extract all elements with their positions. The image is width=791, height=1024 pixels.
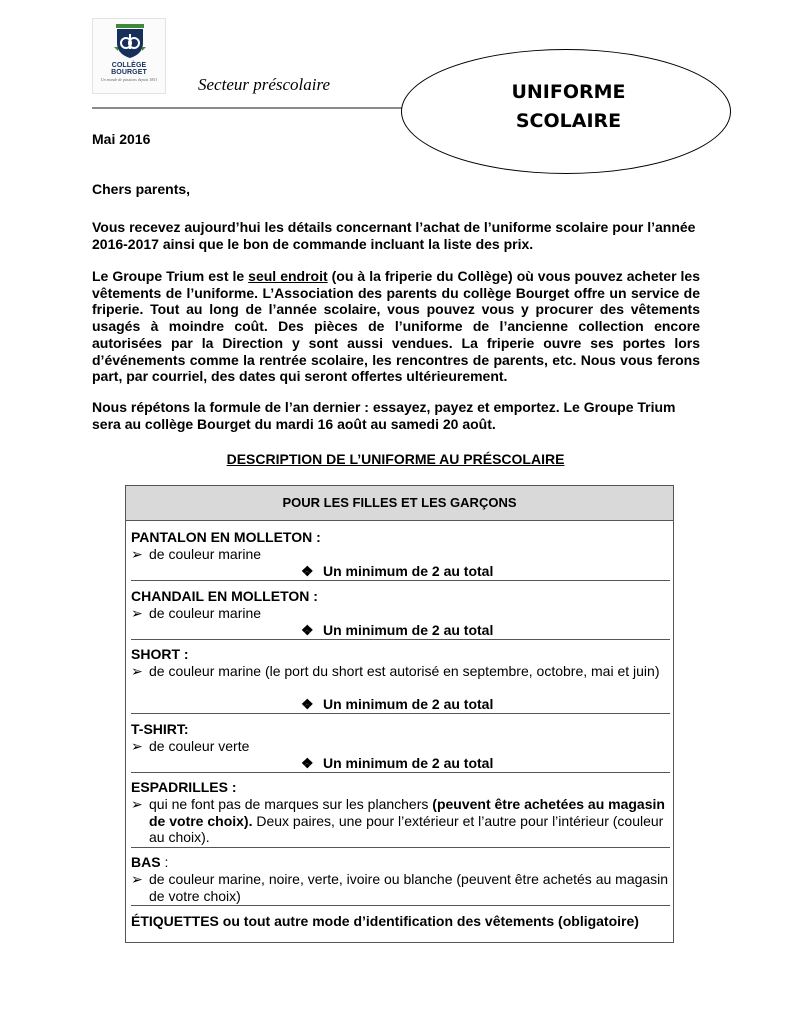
- school-crest-icon: [113, 23, 147, 59]
- paragraph-trium-rest: (ou à la friperie du Collège) où vous pouvez acheter les vêtements de l’uniforme. L’Association des parents du collège Bourget offre un service de friperie. Tout au long de l’année scolaire, vous pouvez vous y procurer des vêtements usagés à moindre coût. Des pièces de l’uniforme de l’ancienne collection encore autorisées par la Direction y sont aussi vendues. La friperie ouvre ses portes lors d’événements comme la rentrée scolaire, les rencontres de parents, etc. Nous vous ferons part, par courriel, des dates qui seront offertes ultérieurement.: [92, 268, 700, 385]
- row-divider: [131, 639, 670, 640]
- short-bullet: [131, 663, 670, 680]
- four-diamond-bullet-icon: ❖: [301, 622, 314, 638]
- short-minimum-text: Un minimum de 2 au total: [323, 696, 494, 712]
- document-title: [401, 78, 736, 136]
- bas-title-suffix: :: [160, 854, 169, 870]
- paragraph-purchase: Vous recevez aujourd’hui les détails concernant l’achat de l’uniforme scolaire pour l’année 2016-2017 ainsi que le bon de commande incluant la liste des prix.: [92, 219, 696, 252]
- title-line-2: SCOLAIRE: [515, 110, 622, 132]
- chevron-bullet-icon: ➢: [131, 663, 143, 679]
- espadrilles-bullet-rest: Deux paires, une pour l’extérieur et l’autre pour l’intérieur (couleur au choix).: [149, 812, 664, 846]
- chevron-bullet-icon: ➢: [131, 796, 143, 812]
- bas-title-label: BAS: [131, 854, 161, 870]
- pantalon-bullet: [131, 546, 670, 563]
- tshirt-title: T-SHIRT:: [131, 721, 189, 737]
- pantalon-minimum-text: Un minimum de 2 au total: [323, 563, 494, 579]
- uniform-table: [125, 485, 674, 943]
- tshirt-minimum: [301, 755, 493, 772]
- title-line-1: UNIFORME: [511, 81, 626, 103]
- paragraph-trium-start: Le Groupe Trium est le: [92, 268, 249, 284]
- chevron-bullet-icon: ➢: [131, 871, 143, 887]
- tshirt-bullet-text: de couleur verte: [149, 738, 250, 754]
- espadrilles-bullet-text: [131, 796, 670, 846]
- sector-label: Secteur préscolaire: [198, 75, 331, 94]
- tshirt-minimum-text: Un minimum de 2 au total: [323, 755, 494, 771]
- chevron-bullet-icon: ➢: [131, 605, 143, 621]
- paragraph-trium-underlined: seul endroit: [248, 268, 328, 284]
- pantalon-bullet-text: de couleur marine: [149, 546, 262, 562]
- short-bullet-text: de couleur marine (le port du short est autorisé en septembre, octobre, mai et juin): [149, 663, 660, 679]
- chandail-minimum-text: Un minimum de 2 au total: [323, 622, 494, 638]
- section-title: DESCRIPTION DE L’UNIFORME AU PRÉSCOLAIRE: [226, 451, 565, 467]
- row-divider: [131, 772, 670, 773]
- pantalon-title: PANTALON EN MOLLETON :: [131, 529, 321, 545]
- row-divider: [131, 905, 670, 906]
- college-logo: [92, 18, 166, 94]
- espadrilles-title: ESPADRILLES :: [131, 779, 237, 795]
- header-rule: [92, 107, 410, 109]
- chandail-title: CHANDAIL EN MOLLETON :: [131, 588, 318, 604]
- espadrilles-bullet-bold: (peuvent être achetées au magasin de votre choix).: [149, 796, 665, 829]
- short-title: SHORT :: [131, 646, 189, 662]
- letter-greeting: Chers parents,: [92, 181, 191, 197]
- espadrilles-bullet: [131, 796, 670, 846]
- row-divider: [131, 847, 670, 848]
- four-diamond-bullet-icon: ❖: [301, 696, 314, 712]
- paragraph-trium: [92, 268, 700, 385]
- row-divider: [131, 713, 670, 714]
- tshirt-bullet: [131, 738, 670, 755]
- letter-date: Mai 2016: [92, 131, 151, 147]
- chandail-bullet-text: de couleur marine: [149, 605, 262, 621]
- espadrilles-bullet-start: qui ne font pas de marques sur les planchers: [149, 796, 433, 812]
- chevron-bullet-icon: ➢: [131, 738, 143, 754]
- chevron-bullet-icon: ➢: [131, 546, 143, 562]
- four-diamond-bullet-icon: ❖: [301, 755, 314, 771]
- bas-bullet-text: de couleur marine, noire, verte, ivoire ou blanche (peuvent être achetés au magasin de votre choix): [149, 871, 669, 904]
- chandail-bullet: [131, 605, 670, 622]
- logo-name: COLLÈGE BOURGET: [111, 62, 147, 76]
- table-header: POUR LES FILLES ET LES GARÇONS: [126, 486, 673, 521]
- bas-bullet: [131, 871, 670, 904]
- short-minimum: [301, 696, 493, 713]
- logo-motto: Un monde de passions depuis 1851: [100, 77, 158, 82]
- chandail-minimum: [301, 622, 493, 639]
- pantalon-minimum: [301, 563, 493, 580]
- four-diamond-bullet-icon: ❖: [301, 563, 314, 579]
- row-divider: [131, 580, 670, 581]
- paragraph-formula: Nous répétons la formule de l’an dernier : essayez, payez et emportez. Le Groupe Trium sera au collège Bourget du mardi 16 août au samedi 20 août.: [92, 399, 676, 432]
- bas-title: [131, 854, 168, 870]
- etiquettes-text: ÉTIQUETTES ou tout autre mode d’identification des vêtements (obligatoire): [131, 913, 639, 929]
